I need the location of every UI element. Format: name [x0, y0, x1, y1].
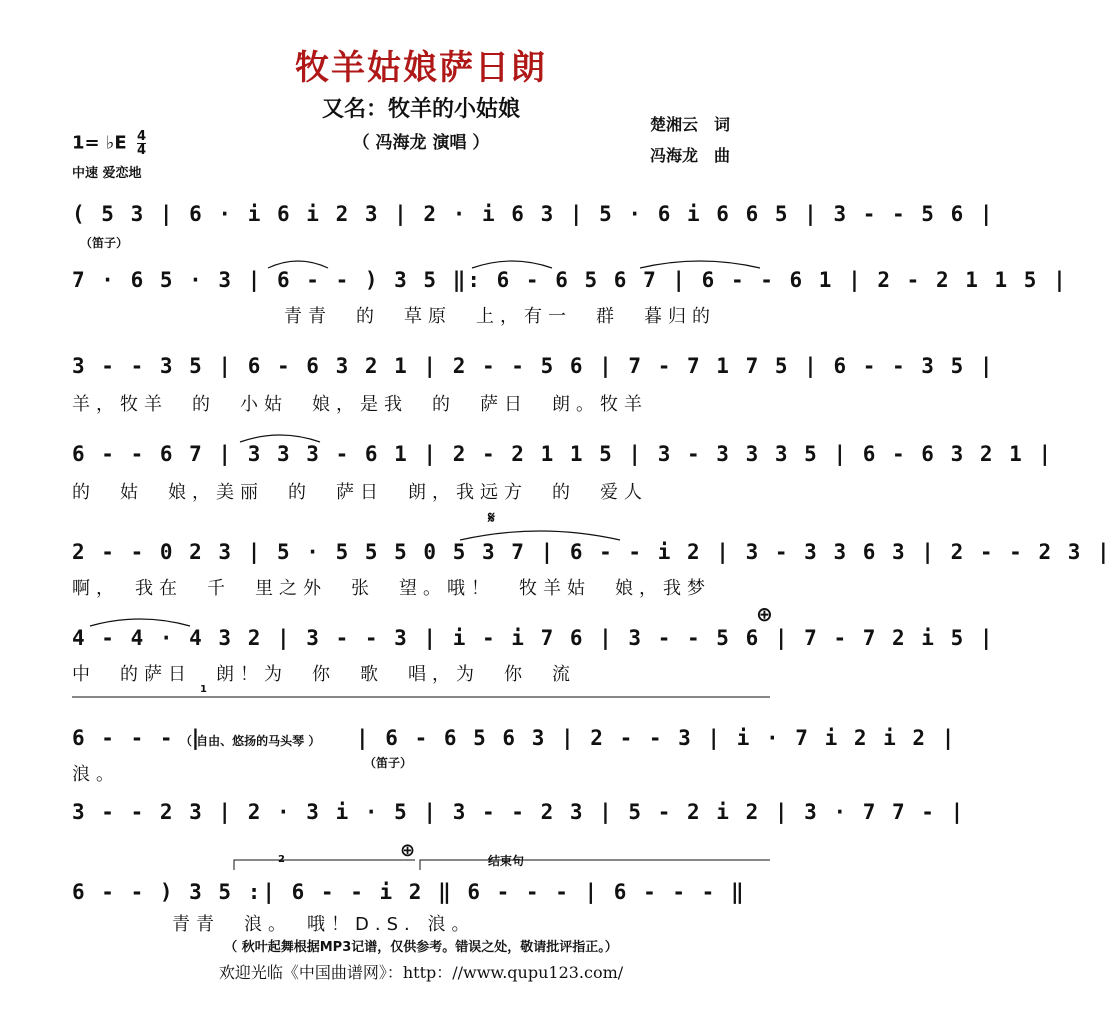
score-subtitle: 又名：牧羊的小姑娘	[321, 97, 520, 122]
volta-1-label: 1	[200, 684, 207, 695]
lyric-line-3: 羊，牧羊 的 小姑 娘，是我 的 萨日 朗。牧羊	[72, 394, 648, 415]
slur-5	[90, 619, 190, 626]
notation-line-7-rest: | 6 - 6 5 6 3 | 2 - - 3 | i · 7 i 2 i 2 |	[356, 726, 957, 750]
notation-line-5: 2 - - 0 2 3 | 5 · 5 5 5 0 5 3 7 | 6 - - i 2 | 3 - 3 3 6 3 | 2 - - 2 3 |	[72, 540, 1112, 564]
horse-fiddle-note: （ 自由、悠扬的马头琴 ）	[180, 734, 321, 748]
lyric-line-7: 浪。	[72, 764, 120, 785]
singer-credit: （ 冯海龙 演唱 ）	[352, 133, 490, 153]
slur-6	[460, 531, 620, 540]
lyric-line-6: 中 的萨日 朗！为 你 歌 唱，为 你 流	[72, 664, 576, 685]
score-title: 牧羊姑娘萨日朗	[295, 48, 547, 88]
slur-2	[472, 261, 552, 268]
notation-line-1: ( 5 3 | 6 · i 6 i 2 3 | 2 · i 6 3 | 5 · 6 i 6 6 5 | 3 - - 5 6 |	[72, 202, 995, 226]
time-top: 4	[136, 129, 146, 144]
notation-line-7: 6 - - - |	[72, 726, 204, 750]
lyric-line-2: 青青 的 草原 上，有一 群 暮归的	[284, 306, 716, 327]
volta-2-bracket	[234, 860, 415, 870]
volta-2-label: 2	[278, 854, 285, 865]
notation-line-3: 3 - - 3 5 | 6 - 6 3 2 1 | 2 - - 5 6 | 7 - 7 1 7 5 | 6 - - 3 5 |	[72, 354, 995, 378]
notation-line-6: 4 - 4 · 4 3 2 | 3 - - 3 | i - i 7 6 | 3 - - 5 6 | 7 - 7 2 i 5 |	[72, 626, 995, 650]
notation-line-9: 6 - - ) 3 5 :| 6 - - i 2 ‖ 6 - - - | 6 - - - ‖	[72, 880, 746, 904]
slur-1	[268, 261, 328, 268]
tempo-marking: 中速 爱恋地	[72, 166, 142, 181]
lyric-line-9: 青青 浪。 哦！D.S. 浪。	[172, 914, 476, 935]
flute-label-2: （笛子）	[364, 756, 413, 770]
time-bottom: 4	[136, 143, 146, 158]
key-label: 1= ♭E	[72, 132, 127, 154]
site-footer: 欢迎光临《中国曲谱网》：http：//www.qupu123.com/	[218, 963, 624, 982]
segno-mark: 𝄋	[488, 508, 495, 527]
coda-mark-1: ⊕	[756, 602, 773, 626]
composer-credit: 冯海龙 曲	[650, 146, 731, 165]
notation-line-8: 3 - - 2 3 | 2 · 3 i · 5 | 3 - - 2 3 | 5 - 2 i 2 | 3 · 7 7 - |	[72, 800, 966, 824]
flute-label: （笛子）	[80, 236, 129, 250]
slur-4	[240, 435, 320, 442]
slur-3	[640, 261, 760, 268]
notation-line-2: 7 · 6 5 · 3 | 6 - - ) 3 5 ‖: 6 - 6 5 6 7 | 6 - - 6 1 | 2 - 2 1 1 5 |	[72, 268, 1068, 292]
ending-bracket	[420, 860, 770, 870]
lyric-line-4: 的 姑 娘，美丽 的 萨日 朗，我远方 的 爱人	[72, 482, 648, 503]
lyric-line-5: 啊， 我在 千 里之外 张 望。哦！ 牧羊姑 娘，我梦	[72, 578, 711, 599]
ending-label: 结束句	[488, 854, 525, 868]
transcriber-note: （ 秋叶起舞根据MP3记谱，仅供参考。错误之处，敬请批评指正。）	[224, 940, 618, 955]
notation-line-4: 6 - - 6 7 | 3 3 3 - 6 1 | 2 - 2 1 1 5 | 3 - 3 3 3 5 | 6 - 6 3 2 1 |	[72, 442, 1054, 466]
coda-mark-2: ⊕	[400, 840, 416, 861]
lyricist-credit: 楚湘云 词	[650, 115, 731, 134]
